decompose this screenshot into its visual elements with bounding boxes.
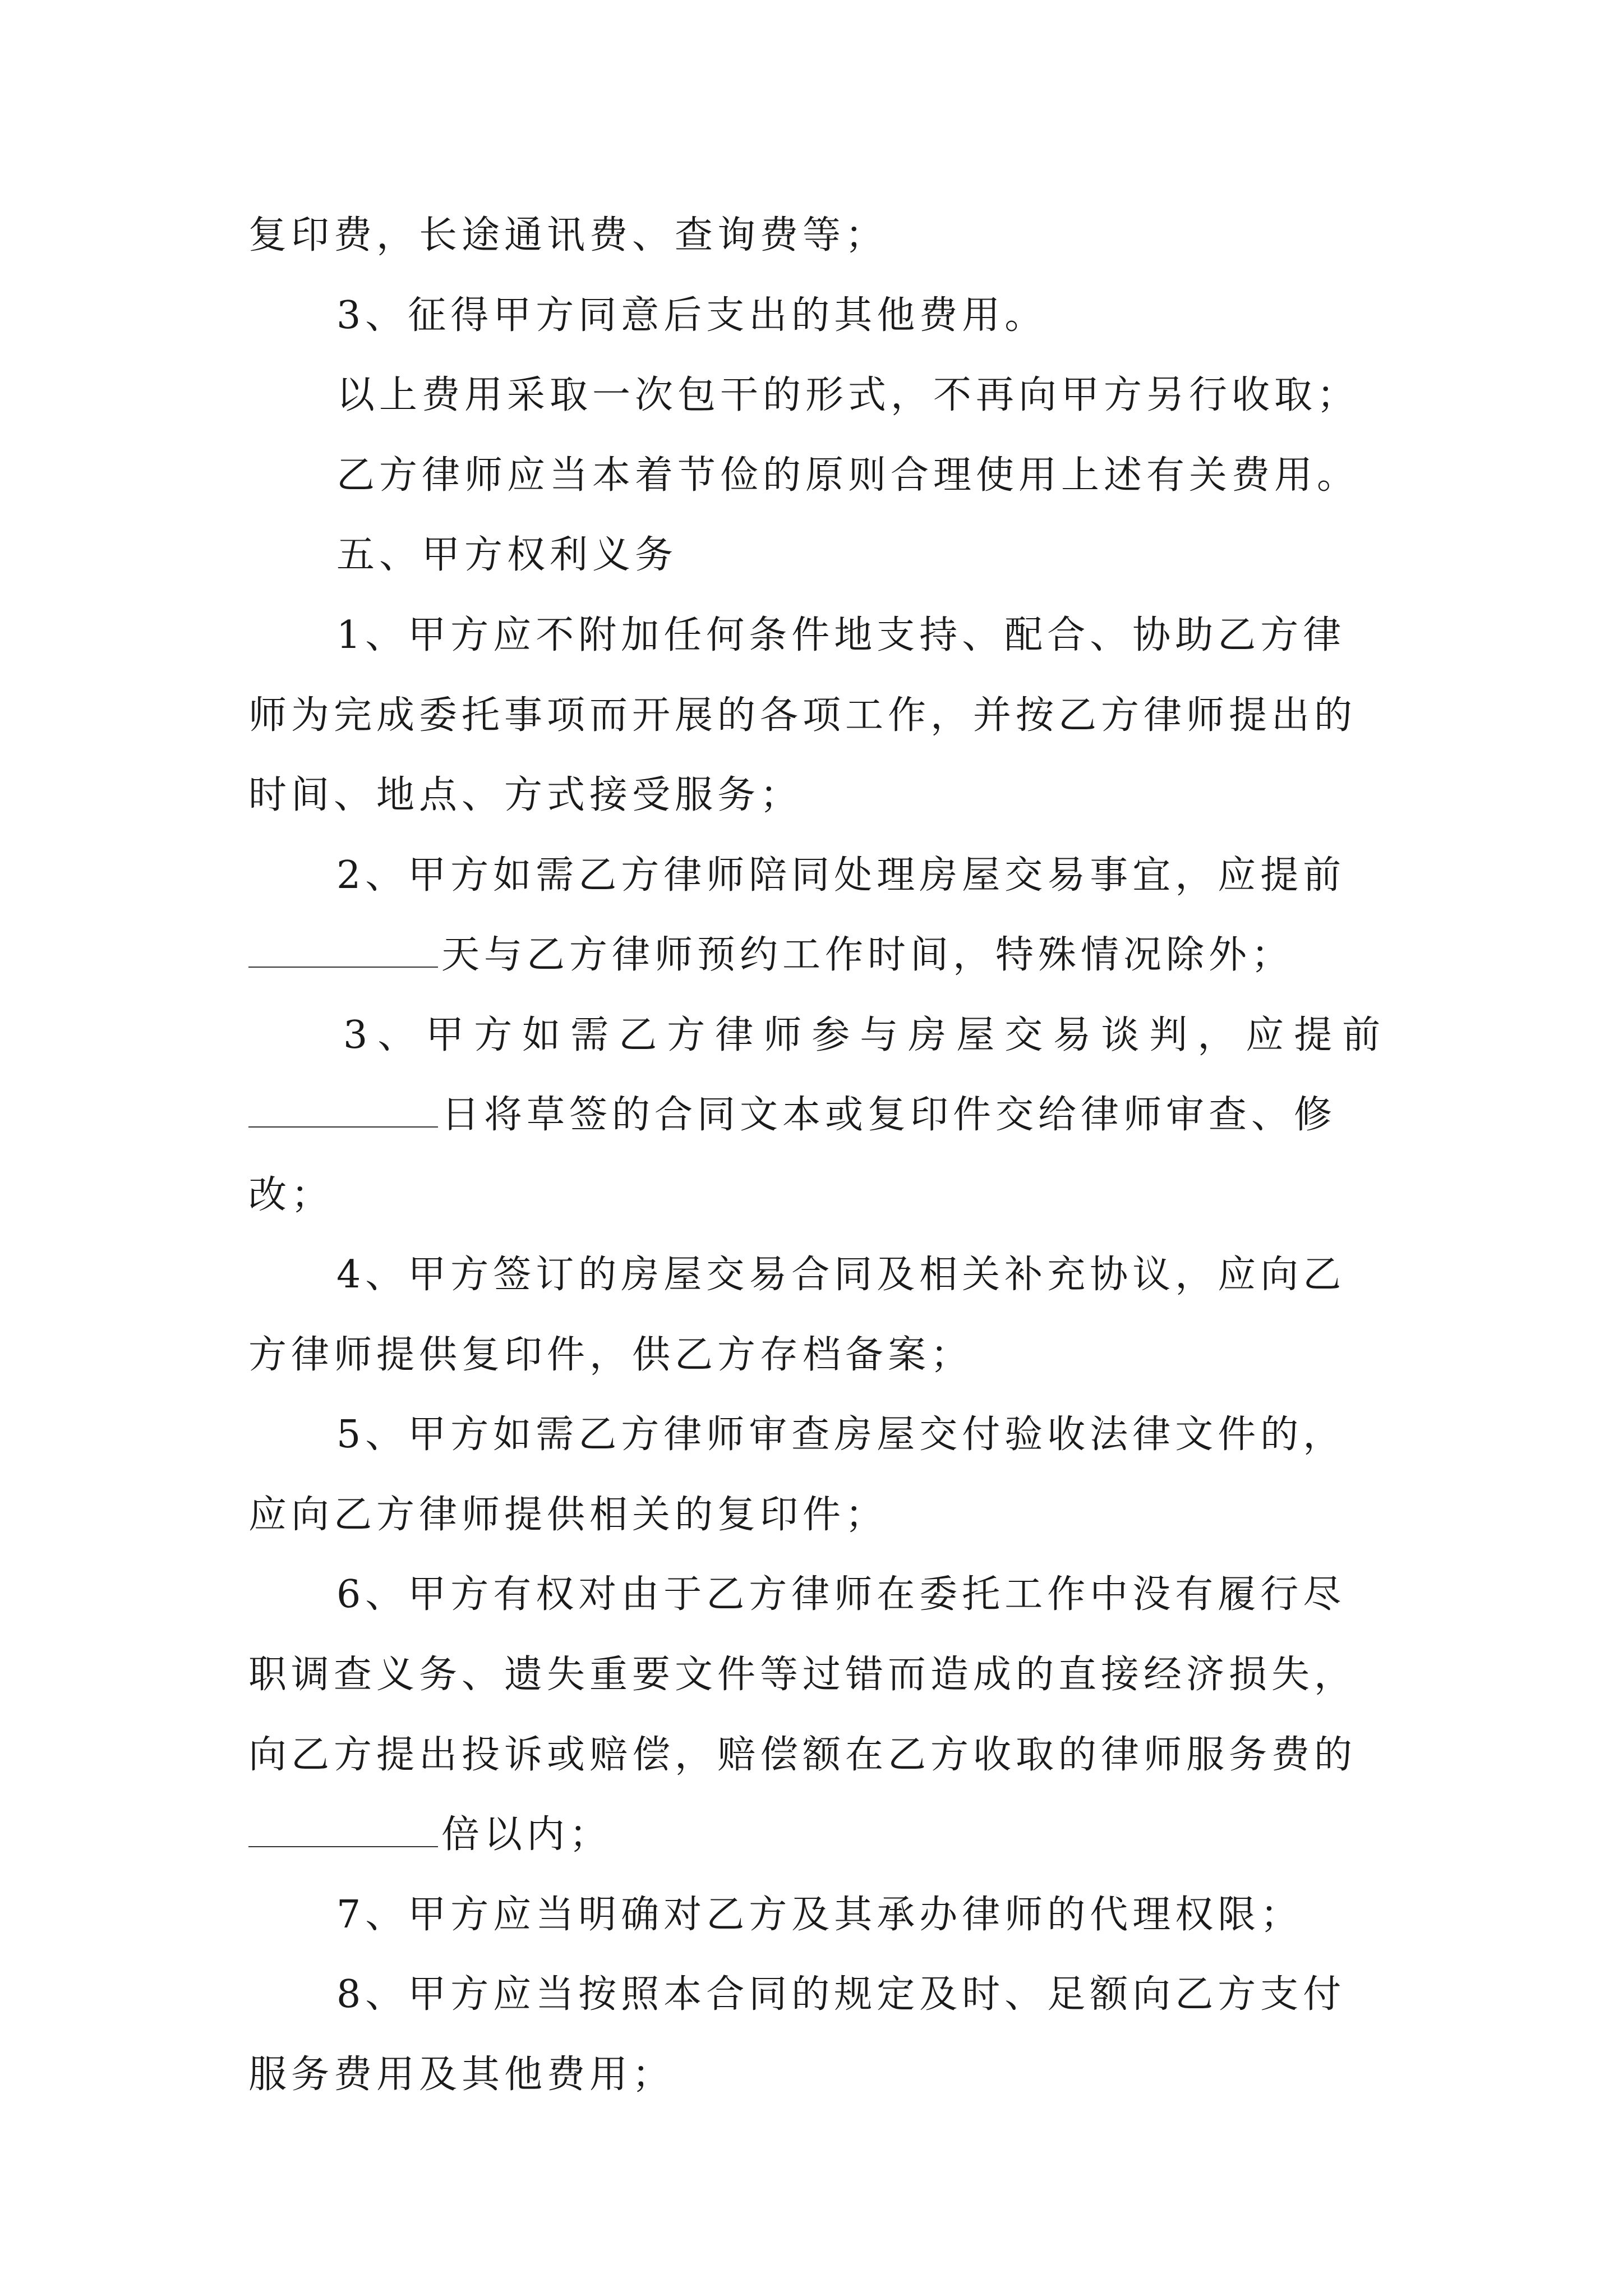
fill-in-blank bbox=[248, 1812, 438, 1847]
text-line: 4、甲方签订的房屋交易合同及相关补充协议，应向乙 bbox=[336, 1253, 1346, 1297]
text-line: 复印费，长途通讯费、查询费等； bbox=[248, 213, 888, 257]
text-line: 师为完成委托事项而开展的各项工作，并按乙方律师提出的 bbox=[248, 693, 1357, 738]
text-line: 以上费用采取一次包干的形式，不再向甲方另行收取； bbox=[336, 373, 1360, 417]
text-line: 方律师提供复印件，供乙方存档备案； bbox=[248, 1333, 974, 1377]
text-line: 服务费用及其他费用； bbox=[248, 2053, 675, 2097]
text-line: 向乙方提出投诉或赔偿，赔偿额在乙方收取的律师服务费的 bbox=[248, 1733, 1357, 1777]
text-line: 8、甲方应当按照本合同的规定及时、足额向乙方支付 bbox=[336, 1972, 1346, 2017]
fill-in-blank bbox=[248, 1093, 438, 1128]
text-line: 7、甲方应当明确对乙方及其承办律师的代理权限； bbox=[336, 1893, 1303, 1937]
text-segment: 日将草签的合同文本或复印件交给律师审查、修 bbox=[441, 1093, 1337, 1137]
text-line-with-blank bbox=[248, 927, 1294, 983]
text-line: 3、甲方如需乙方律师参与房屋交易谈判，应提前 bbox=[343, 1013, 1391, 1057]
text-line: 5、甲方如需乙方律师审查房屋交付验收法律文件的， bbox=[336, 1412, 1346, 1457]
text-line: 6、甲方有权对由于乙方律师在委托工作中没有履行尽 bbox=[336, 1572, 1346, 1617]
text-line-with-blank bbox=[248, 1087, 1336, 1143]
text-line: 改； bbox=[248, 1173, 334, 1217]
section-heading: 五、甲方权利义务 bbox=[336, 533, 678, 577]
text-line: 2、甲方如需乙方律师陪同处理房屋交易事宜，应提前 bbox=[336, 853, 1346, 898]
text-line: 职调查义务、遗失重要文件等过错而造成的直接经济损失， bbox=[248, 1653, 1357, 1697]
text-line: 1、甲方应不附加任何条件地支持、配合、协助乙方律 bbox=[336, 613, 1346, 657]
fill-in-blank bbox=[248, 933, 438, 968]
text-segment: 倍以内； bbox=[441, 1812, 612, 1857]
text-line: 时间、地点、方式接受服务； bbox=[248, 773, 803, 817]
text-line: 乙方律师应当本着节俭的原则合理使用上述有关费用。 bbox=[336, 453, 1360, 498]
text-line: 3、征得甲方同意后支出的其他费用。 bbox=[336, 293, 1048, 338]
text-line: 应向乙方律师提供相关的复印件； bbox=[248, 1493, 888, 1537]
text-segment: 天与乙方律师预约工作时间，特殊情况除外； bbox=[441, 933, 1294, 977]
text-line-with-blank bbox=[248, 1807, 612, 1863]
